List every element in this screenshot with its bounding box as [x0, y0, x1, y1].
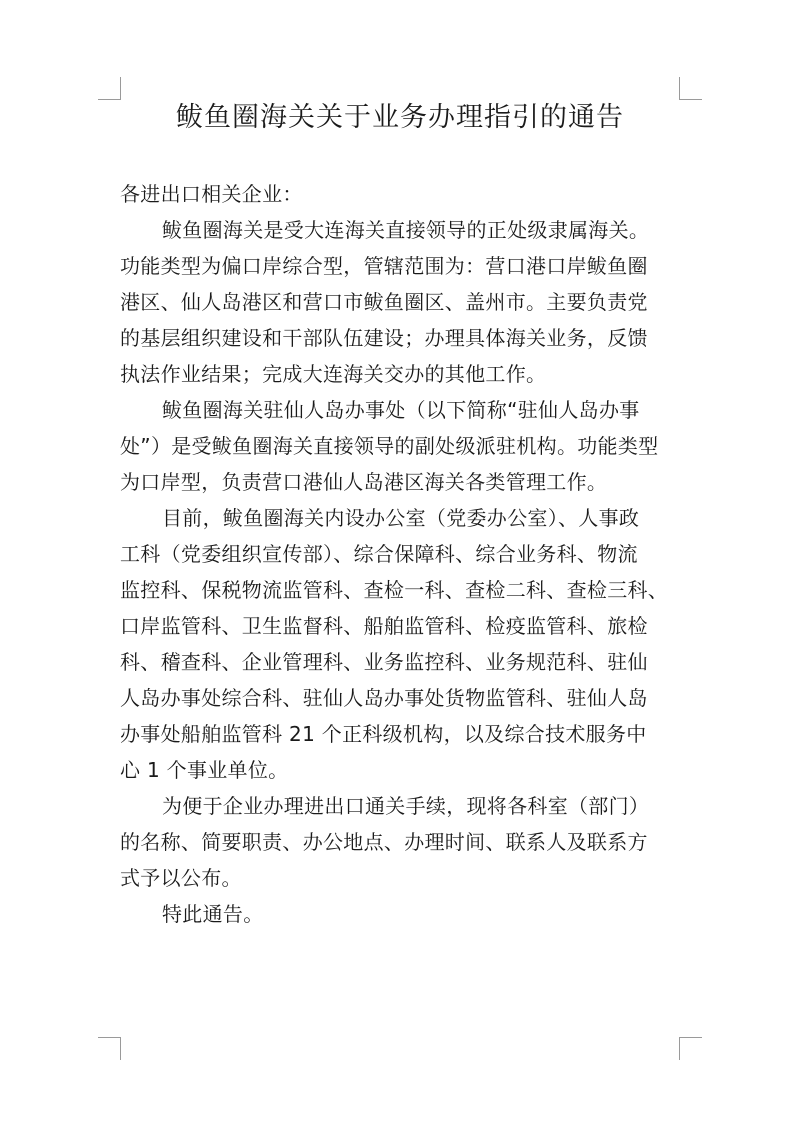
paragraph-line: 工科（党委组织宣传部）、综合保障科、综合业务科、物流 [120, 542, 638, 566]
paragraph-line: 式予以公布。 [120, 866, 242, 890]
paragraph-line: 为口岸型，负责营口港仙人岛港区海关各类管理工作。 [120, 470, 608, 494]
paragraph-line: 的名称、简要职责、办公地点、办理时间、联系人及联系方 [120, 830, 648, 854]
paragraph-line: 港区、仙人岛港区和营口市鲅鱼圈区、盖州市。主要负责党 [120, 290, 648, 314]
salutation: 各进出口相关企业： [120, 182, 303, 206]
paragraph-line: 鲅鱼圈海关驻仙人岛办事处（以下简称“驻仙人岛办事 [162, 398, 640, 422]
paragraph-line: 目前，鲅鱼圈海关内设办公室（党委办公室）、人事政 [162, 506, 640, 530]
corner-mark-top-right [679, 77, 702, 100]
document-body [120, 176, 690, 932]
corner-mark-top-left [98, 77, 121, 100]
paragraph-line: 办事处船舶监管科 21 个正科级机构，以及综合技术服务中 [120, 722, 647, 746]
paragraph-line: 的基层组织建设和干部队伍建设；办理具体海关业务，反馈 [120, 326, 648, 350]
paragraph-line: 处”）是受鲅鱼圈海关直接领导的副处级派驻机构。功能类型 [120, 434, 659, 458]
paragraph-line: 口岸监管科、卫生监督科、船舶监管科、检疫监管科、旅检 [120, 614, 648, 638]
paragraph-4 [120, 788, 690, 896]
paragraph-line: 人岛办事处综合科、驻仙人岛办事处货物监管科、驻仙人岛 [120, 686, 648, 710]
paragraph-line: 科、稽查科、企业管理科、业务监控科、业务规范科、驻仙 [120, 650, 648, 674]
corner-mark-bottom-right [679, 1037, 702, 1060]
paragraph-2 [120, 392, 690, 500]
corner-mark-bottom-left [98, 1037, 121, 1060]
paragraph-line: 执法作业结果；完成大连海关交办的其他工作。 [120, 362, 547, 386]
paragraph-line: 为便于企业办理进出口通关手续，现将各科室（部门） [162, 794, 650, 818]
paragraph-1 [120, 212, 690, 392]
paragraph-line: 监控科、保税物流监管科、查检一科、查检二科、查检三科、 [120, 578, 669, 602]
paragraph-3 [120, 500, 690, 788]
paragraph-line: 功能类型为偏口岸综合型，管辖范围为：营口港口岸鲅鱼圈 [120, 254, 648, 278]
document-title: 鲅鱼圈海关关于业务办理指引的通告 [176, 102, 624, 133]
closing-line: 特此通告。 [162, 902, 264, 926]
paragraph-line: 心 1 个事业单位。 [120, 758, 289, 782]
paragraph-line: 鲅鱼圈海关是受大连海关直接领导的正处级隶属海关。 [162, 218, 650, 242]
